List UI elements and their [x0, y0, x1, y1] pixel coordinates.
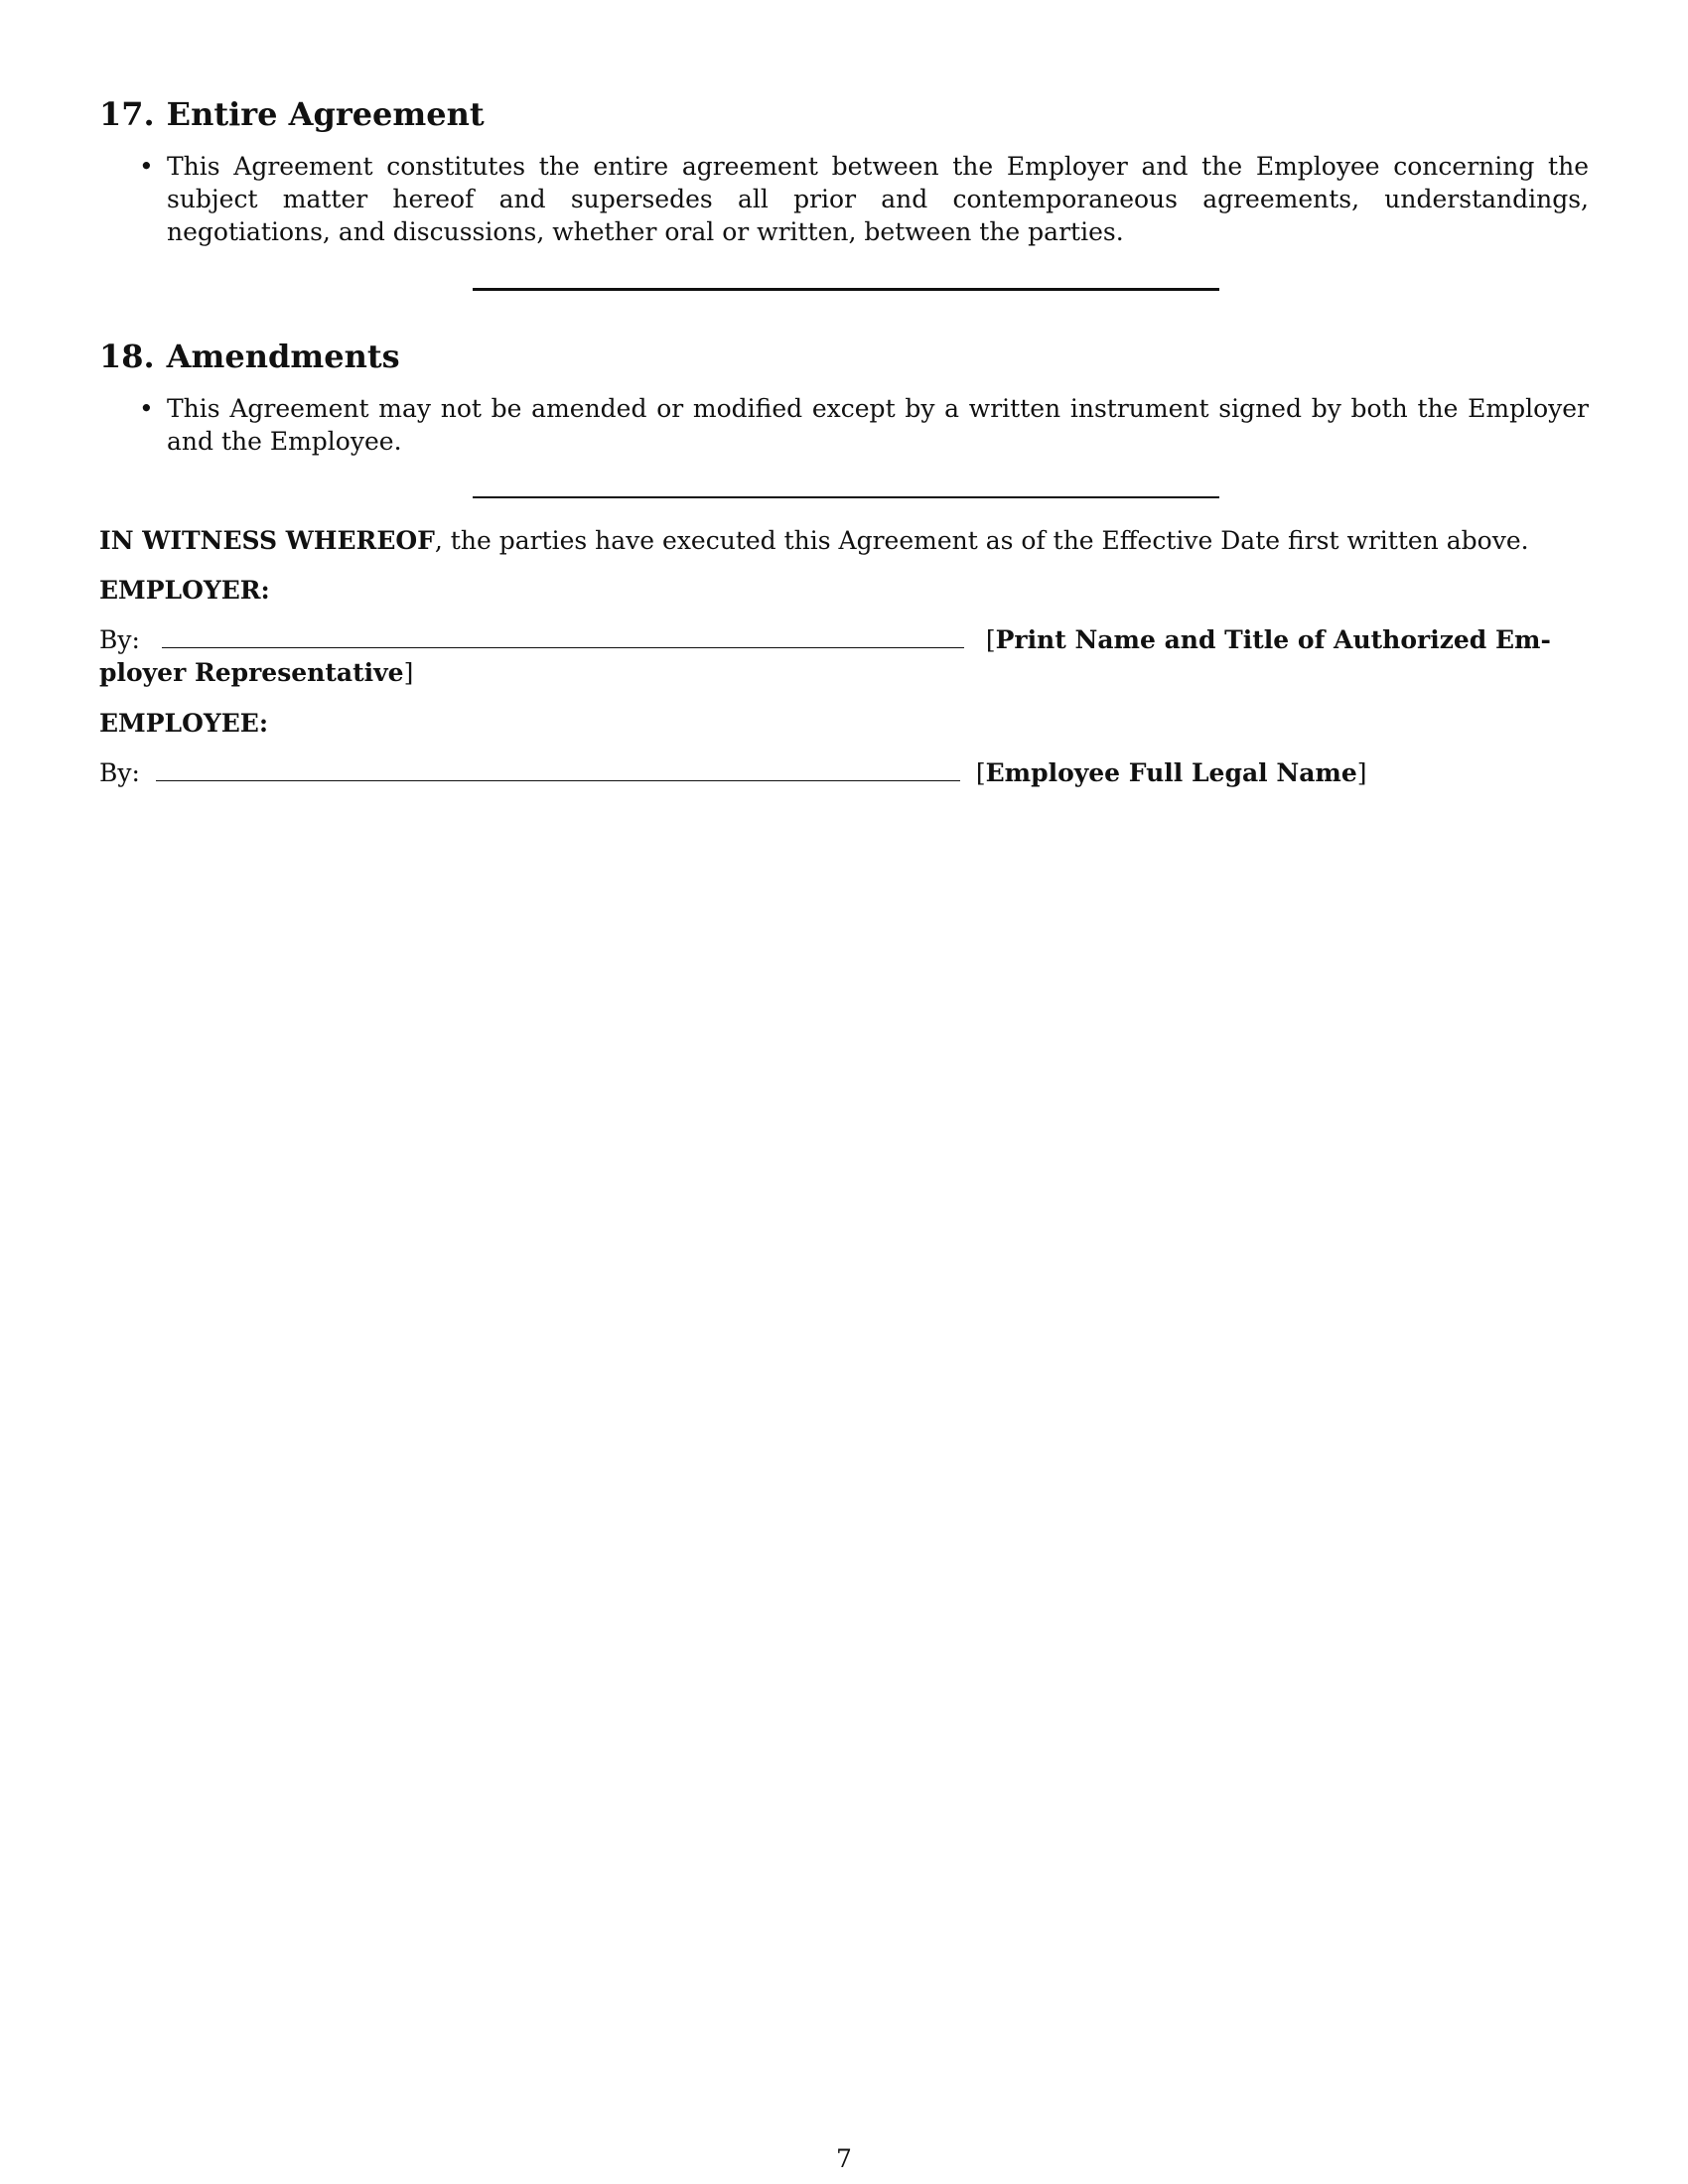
employer-placeholder-line2: ployer Representative — [99, 658, 404, 687]
employee-signature-line: By: [Employee Full Legal Name] — [99, 758, 1367, 787]
employer-signature-field[interactable] — [162, 625, 964, 648]
section-title: Entire Agreement — [166, 95, 485, 133]
bullet-icon: • — [139, 394, 154, 423]
section-divider — [473, 496, 1219, 498]
by-label: By: — [99, 758, 140, 787]
witness-rest: , the parties have executed this Agreement as of the Effective Date first written above. — [434, 526, 1529, 555]
employer-placeholder-continued: ployer Representative] — [99, 658, 414, 687]
by-label: By: — [99, 625, 140, 654]
section-heading-entire-agreement — [99, 95, 485, 133]
section-title: Amendments — [166, 338, 400, 375]
employee-heading: EMPLOYEE: — [99, 709, 269, 738]
employer-signature-line: By: [Print Name and Title of Authorized Em- — [99, 625, 1551, 654]
section-number: 18. — [99, 338, 155, 375]
section-heading-amendments — [99, 338, 400, 375]
page-number: 7 — [836, 2144, 852, 2173]
employer-placeholder: Print Name and Title of Authorized Em- — [995, 625, 1551, 654]
section-divider — [473, 288, 1219, 291]
document-page — [99, 0, 1589, 2184]
clause-text: This Agreement constitutes the entire agreement between the Employer and the Employee concerning the subject matter hereof and supersedes all prior and contemporaneous agreements, understandings, negotiations, and discussions, whether oral or written, between the parties. — [167, 152, 1589, 246]
bullet-icon: • — [139, 152, 154, 181]
section-number: 17. — [99, 95, 155, 133]
witness-statement — [99, 524, 1529, 557]
witness-lead: IN WITNESS WHEREOF — [99, 526, 435, 555]
employer-heading: EMPLOYER: — [99, 576, 270, 605]
clause-text: This Agreement may not be amended or modified except by a written instrument signed by both the Employer and the Employee. — [167, 394, 1589, 456]
employee-signature-field[interactable] — [156, 758, 960, 781]
employee-placeholder: Employee Full Legal Name — [985, 758, 1357, 787]
